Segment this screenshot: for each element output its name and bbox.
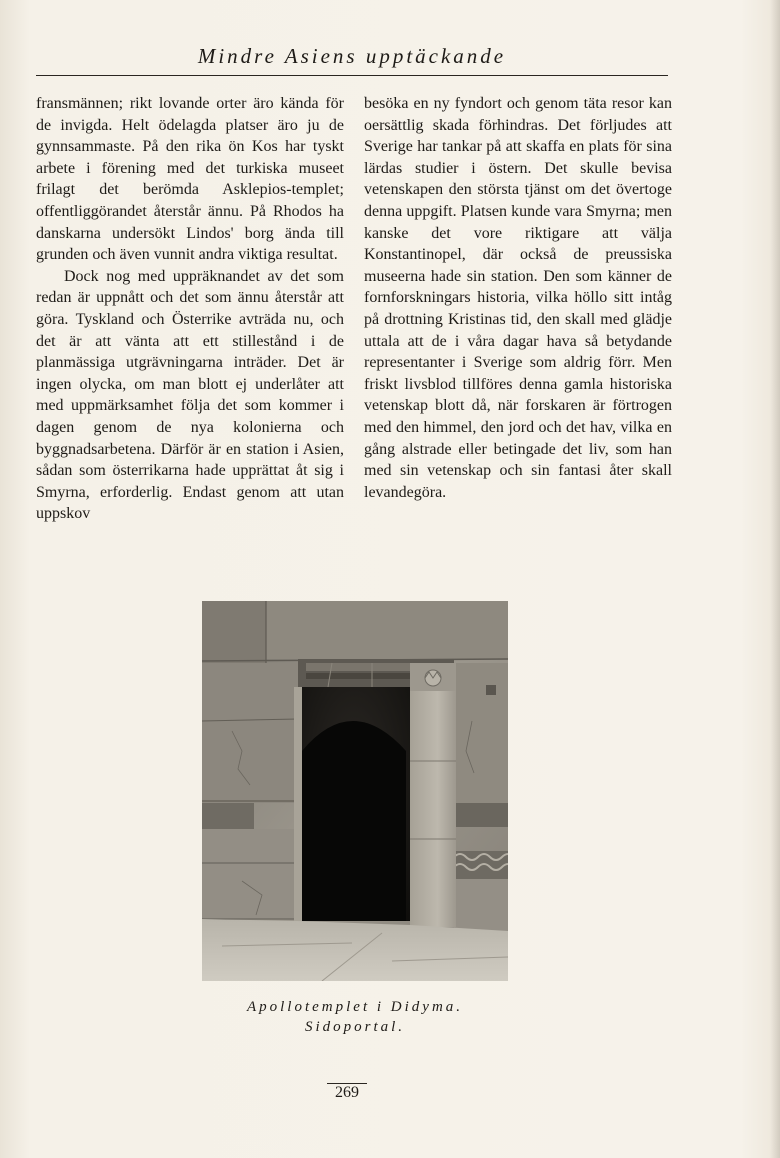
paragraph: besöka en ny fyndort och genom täta resor kan oersättlig skada förhindras. Det förljudes att Sverige har tankar på att skaffa en plats för sina lärdas studier i östern. Det skulle bevisa vetenskapen den största tjänst om det övertoge denna uppgift. Platsen kunde vara Smyrna; men kanske det vore riktigare att välja Konstantinopel, där också de preussiska museerna hade sin station. Den som känner de fornforskningars historia, vilka höllo sitt intåg på drottning Kristinas tid, den skall med glädje uttala att de i våra dagar hava så betydande representanter i Sverige som aldrig förr. Men friskt livsblod tillföres denna gamla historiska vetenskap blott då, när forskaren är förtrogen med den himmel, den jord och det hav, vilka en gång alstrade eller betingade det liv, som han med sin vetenskap och sin fantasi åter skall levandegöra. [364,95,672,501]
temple-doorway-photo [202,601,508,981]
paragraph: fransmännen; rikt lovande orter äro kända för de invigda. Helt ödelagda platser äro ju de gynnsammaste. På den rika ön Kos har tyskt arbete i förening med det turkiska museet frilagt det berömda Asklepios-templet; offentliggörandet återstår ännu. På Rhodos ha danskarna undersökt Lindos' borg ända till grunden och även vunnit andra viktiga resultat. [36,95,344,264]
page-edge-shadow [770,0,780,1158]
figure-photo [202,601,508,981]
running-title: Mindre Asiens upptäckande [197,44,507,68]
page-number: 269 [335,1084,359,1101]
text-column-right [364,93,672,503]
figure-caption [200,997,510,1037]
caption-line: Sidoportal. [304,1019,406,1035]
paragraph: Dock nog med uppräknandet av det som redan är uppnått och det som ännu återstår att göra. Tyskland och Österrike avträda nu, och det är att vänta att ett stillestånd i de planmässiga utgrävningarna inträder. Det är ingen olycka, om man blott ej underlåter att med uppmärksamhet följa det som kommer i dagen genom de nya kolonierna och byggnadsarbetena. Därför är en station i Asien, sådan som österrikarna hade upprättat åt sig i Smyrna, erforderlig. Endast genom att utan uppskov [36,267,344,523]
caption-line: Apollotemplet i Didyma. [246,999,464,1015]
header-rule [36,75,668,76]
text-column-left [36,93,344,525]
